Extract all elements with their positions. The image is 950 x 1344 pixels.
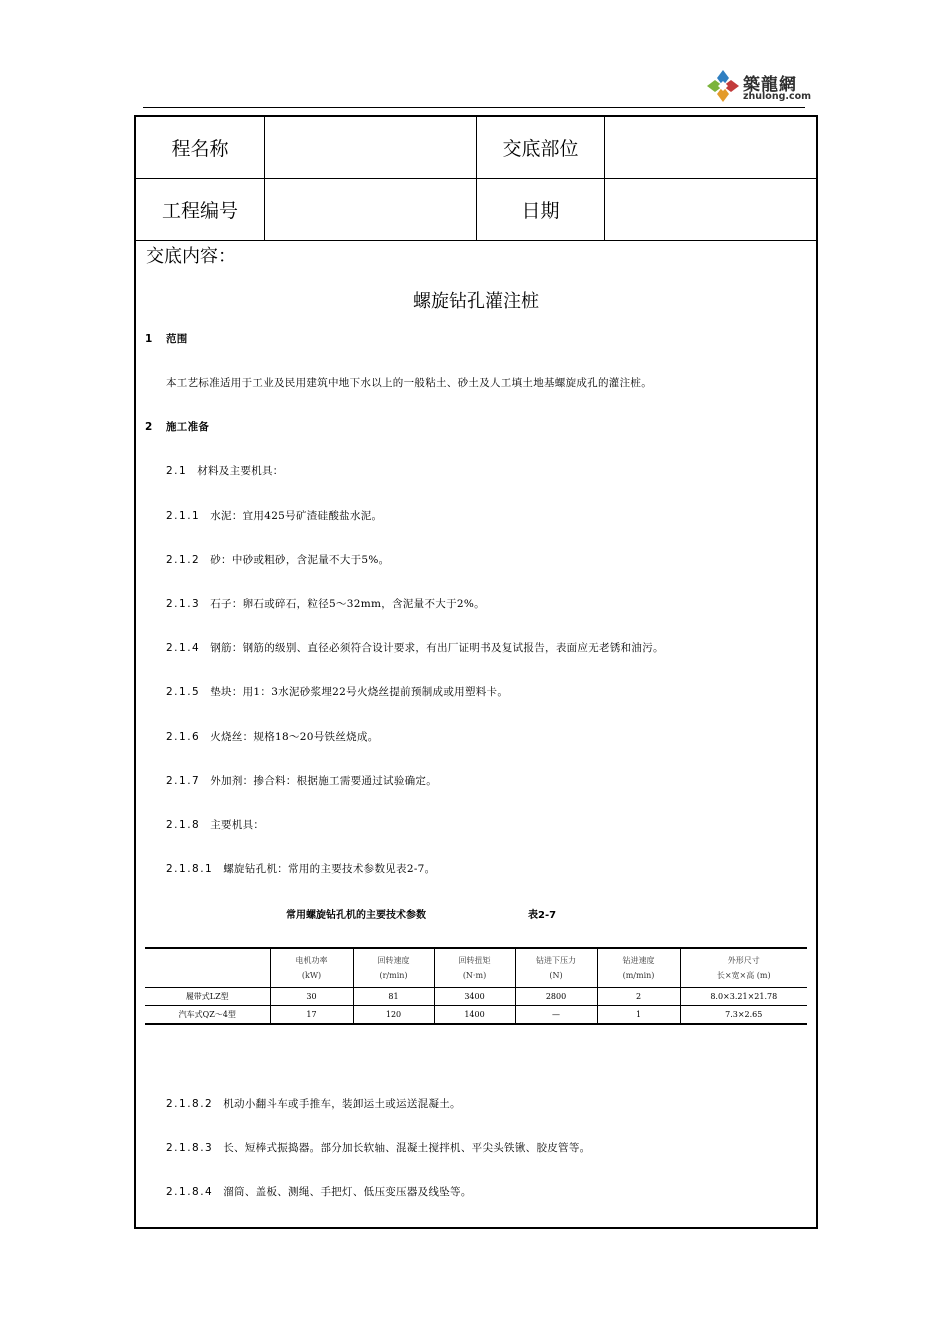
item-text: 材料及主要机具： — [197, 465, 284, 477]
table-row — [145, 1006, 807, 1025]
table-cell: 3400 — [434, 988, 515, 1006]
header-row-2 — [136, 179, 816, 241]
section-title: 施工准备 — [165, 421, 210, 433]
table-cell: 30 — [270, 988, 353, 1006]
column-header: 钻进速度 (m/min) — [597, 948, 680, 988]
item-text: 水泥：宜用425号矿渣硅酸盐水泥。 — [210, 510, 383, 522]
list-item — [166, 463, 284, 478]
item-number: 2.1.5 — [166, 686, 201, 698]
table-cell: 81 — [353, 988, 434, 1006]
column-header: 外形尺寸 长×宽×高 (m) — [680, 948, 807, 988]
item-number: 2.1.8.3 — [166, 1142, 214, 1154]
location-label: 交底部位 — [477, 117, 605, 178]
table-header-row — [145, 948, 807, 988]
paragraph: 本工艺标准适用于工业及民用建筑中地下水以上的一般粘土、砂土及人工填土地基螺旋成孔的灌注桩。 — [166, 377, 652, 389]
header-rule — [143, 107, 805, 108]
project-name-label: 程名称 — [136, 117, 265, 178]
table-cell: 1 — [597, 1006, 680, 1025]
item-number: 2.1.8 — [166, 819, 201, 831]
table-cell: 8.0×3.21×21.78 — [680, 988, 807, 1006]
item-number: 2.1.3 — [166, 598, 201, 610]
item-text: 外加剂：掺合料：根据施工需要通过试验确定。 — [210, 775, 438, 787]
logo-name: 築龍網 — [743, 75, 797, 95]
section-heading — [145, 331, 188, 346]
item-number: 2.1 — [166, 465, 188, 477]
item-text: 机动小翻斗车或手推车，装卸运土或运送混凝土。 — [223, 1098, 461, 1110]
table-row — [145, 988, 807, 1006]
column-header: 电机功率 (kW) — [270, 948, 353, 988]
section-number: 1 — [145, 333, 153, 345]
section-heading — [145, 419, 209, 434]
project-name-value[interactable] — [265, 117, 477, 178]
item-text: 石子：卵石或碎石，粒径5～32mm，含泥量不大于2%。 — [210, 598, 485, 610]
item-text: 垫块：用1：3水泥砂浆埋22号火烧丝提前预制成或用塑料卡。 — [210, 686, 509, 698]
list-item — [166, 508, 382, 523]
item-number: 2.1.4 — [166, 642, 201, 654]
table-cell: 120 — [353, 1006, 434, 1025]
table-cell: 汽车式QZ～4型 — [178, 1010, 236, 1019]
table-caption: 常用螺旋钻孔机的主要技术参数 — [286, 910, 426, 921]
zhulong-logo — [706, 68, 816, 106]
header-row-1 — [136, 117, 816, 179]
list-item — [166, 552, 389, 567]
list-item — [166, 640, 664, 655]
list-item — [166, 684, 508, 699]
item-text: 长、短棒式振捣器。部分加长软轴、混凝土搅拌机、平尖头铁锹、胶皮管等。 — [223, 1142, 591, 1154]
item-text: 主要机具： — [210, 819, 265, 831]
table-cell: 履带式LZ型 — [185, 992, 229, 1001]
drill-params-table — [145, 947, 807, 1025]
list-item — [166, 773, 437, 788]
column-header: 钻进下压力 (N) — [515, 948, 597, 988]
table-cell: — — [515, 1006, 597, 1025]
document-frame — [134, 115, 818, 1229]
logo-emblem-icon — [706, 68, 740, 104]
list-item — [166, 1096, 461, 1111]
project-no-value[interactable] — [265, 179, 477, 240]
column-header: 回转速度 (r/min) — [353, 948, 434, 988]
item-number: 2.1.8.4 — [166, 1186, 214, 1198]
list-item — [166, 817, 264, 832]
table-cell: 2800 — [515, 988, 597, 1006]
document-title: 螺旋钻孔灌注桩 — [413, 291, 539, 312]
item-text: 溜筒、盖板、测绳、手把灯、低压变压器及线坠等。 — [223, 1186, 472, 1198]
date-label: 日期 — [477, 179, 605, 240]
item-number: 2.1.2 — [166, 554, 201, 566]
project-no-label: 工程编号 — [136, 179, 265, 240]
location-value[interactable] — [605, 117, 816, 178]
column-header: 回转扭矩 (N·m) — [434, 948, 515, 988]
section-number: 2 — [145, 421, 153, 433]
section-title: 范围 — [165, 333, 188, 345]
list-item — [166, 1184, 472, 1199]
item-text: 螺旋钻孔机：常用的主要技术参数见表2-7。 — [223, 863, 436, 875]
item-number: 2.1.1 — [166, 510, 201, 522]
item-number: 2.1.6 — [166, 731, 201, 743]
intro-label: 交底内容： — [146, 246, 236, 267]
table-cell: 7.3×2.65 — [680, 1006, 807, 1025]
item-number: 2.1.7 — [166, 775, 201, 787]
list-item — [166, 861, 435, 876]
item-text: 火烧丝：规格18～20号铁丝烧成。 — [210, 731, 379, 743]
item-text: 砂：中砂或粗砂，含泥量不大于5%。 — [210, 554, 390, 566]
item-text: 钢筋：钢筋的级别、直径必须符合设计要求，有出厂证明书及复试报告，表面应无老锈和油污。 — [210, 642, 664, 654]
list-item — [166, 729, 379, 744]
list-item — [166, 1140, 590, 1155]
logo-url: zhulong.com — [743, 91, 812, 102]
item-number: 2.1.8.2 — [166, 1098, 214, 1110]
table-cell: 2 — [597, 988, 680, 1006]
date-value[interactable] — [605, 179, 816, 240]
table-cell: 1400 — [434, 1006, 515, 1025]
item-number: 2.1.8.1 — [166, 863, 214, 875]
table-cell: 17 — [270, 1006, 353, 1025]
table-number: 表2-7 — [528, 910, 557, 921]
list-item — [166, 596, 485, 611]
column-header — [145, 948, 270, 988]
